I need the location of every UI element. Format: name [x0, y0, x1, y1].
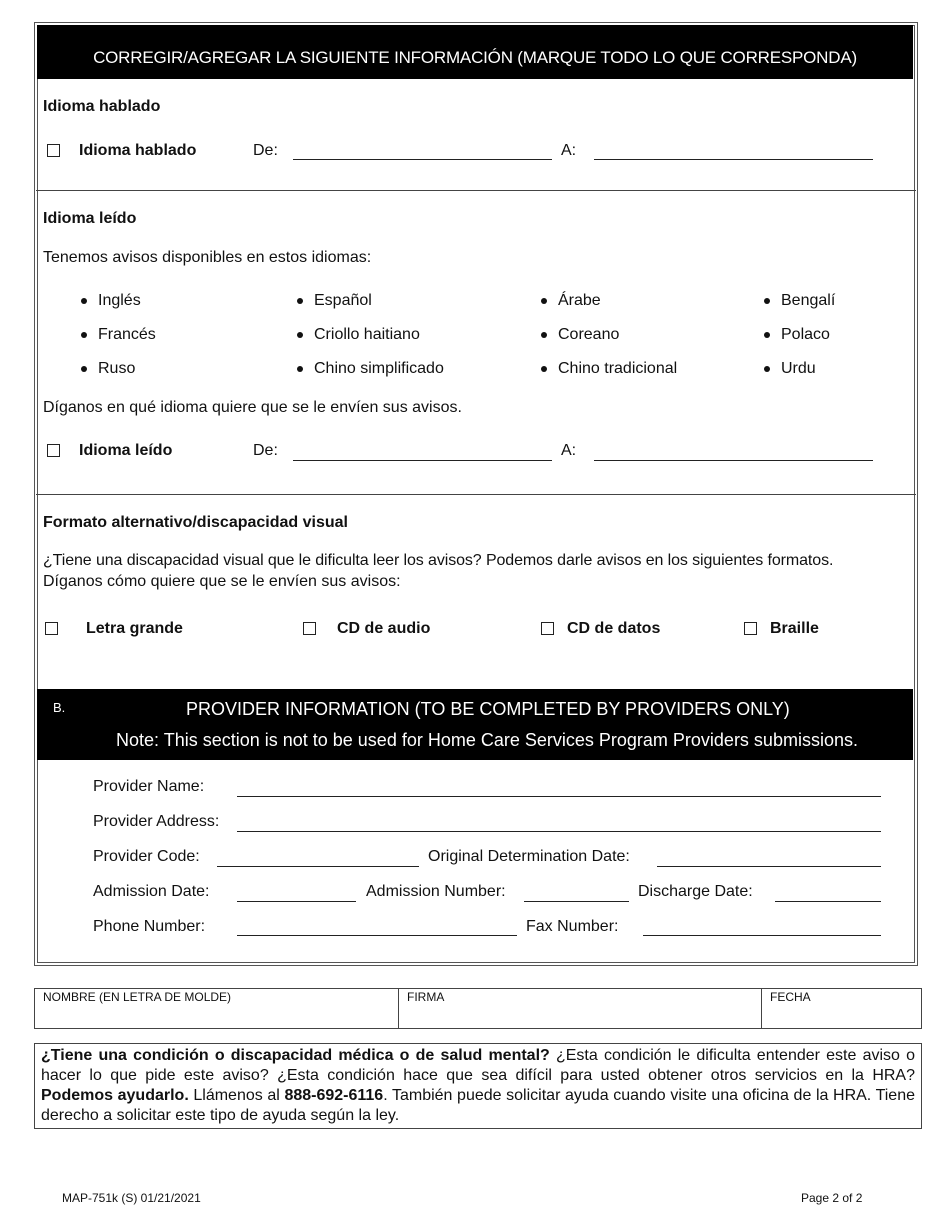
- read-to-field[interactable]: [594, 460, 873, 461]
- section-b-letter: B.: [53, 700, 66, 715]
- bullet-icon: [297, 298, 303, 304]
- language-item: Francés: [98, 326, 156, 343]
- spoken-checkbox-label: Idioma hablado: [79, 142, 197, 159]
- large-print-label: Letra grande: [86, 620, 183, 637]
- admission-number-field[interactable]: [524, 901, 629, 902]
- original-determination-date-label: Original Determination Date:: [428, 848, 630, 865]
- language-item: Polaco: [781, 326, 830, 343]
- signature-cell-label: FIRMA: [407, 990, 445, 1004]
- fax-number-field[interactable]: [643, 935, 881, 936]
- bullet-icon: [81, 298, 87, 304]
- spoken-from-field[interactable]: [293, 159, 552, 160]
- notice-text-3: . También puede solicitar ayuda cuando visite una oficina de la HRA. Tiene derecho a solicitar este tipo de ayuda según la ley.: [41, 1087, 915, 1124]
- spoken-checkbox[interactable]: [47, 144, 60, 157]
- language-item: Bengalí: [781, 292, 836, 309]
- admission-date-label: Admission Date:: [93, 883, 210, 900]
- spoken-to-label: A:: [561, 142, 577, 159]
- discharge-date-label: Discharge Date:: [638, 883, 753, 900]
- bullet-icon: [541, 366, 547, 372]
- data-cd-label: CD de datos: [567, 620, 661, 637]
- notice-help: Podemos ayudarlo.: [41, 1087, 189, 1104]
- phone-number-label: Phone Number:: [93, 918, 206, 935]
- divider: [36, 494, 916, 495]
- bullet-icon: [81, 366, 87, 372]
- large-print-checkbox[interactable]: [45, 622, 58, 635]
- language-item: Inglés: [98, 292, 141, 309]
- admission-date-field[interactable]: [237, 901, 356, 902]
- audio-cd-label: CD de audio: [337, 620, 431, 637]
- read-from-label: De:: [253, 442, 278, 459]
- notice-text-2: Llámenos al: [188, 1087, 285, 1104]
- data-cd-checkbox[interactable]: [541, 622, 554, 635]
- read-intro: Tenemos avisos disponibles en estos idiomas:: [43, 249, 372, 266]
- name-cell[interactable]: [35, 989, 399, 1028]
- section-b-note: Note: This section is not to be used for Home Care Services Program Providers submissions.: [116, 730, 858, 750]
- language-item: Ruso: [98, 360, 136, 377]
- date-cell-label: FECHA: [770, 990, 811, 1004]
- read-checkbox[interactable]: [47, 444, 60, 457]
- page-number: Page 2 of 2: [801, 1191, 863, 1205]
- language-item: Coreano: [558, 326, 620, 343]
- notice-text-1: ¿Esta condición le dificulta entender este aviso o hacer lo que pide este aviso? ¿Esta condición hace que sea difícil para usted obtener otros servicios en la HRA?: [41, 1047, 916, 1084]
- admission-number-label: Admission Number:: [366, 883, 506, 900]
- form-code: MAP-751k (S) 01/21/2021: [62, 1191, 201, 1205]
- bullet-icon: [764, 332, 770, 338]
- read-title: Idioma leído: [43, 210, 137, 227]
- provider-name-label: Provider Name:: [93, 778, 205, 795]
- section-b-header: [37, 689, 913, 760]
- spoken-title: Idioma hablado: [43, 98, 161, 115]
- provider-code-label: Provider Code:: [93, 848, 200, 865]
- original-determination-date-field[interactable]: [657, 866, 881, 867]
- spoken-from-label: De:: [253, 142, 278, 159]
- bullet-icon: [297, 366, 303, 372]
- notice-question: ¿Tiene una condición o discapacidad médica o de salud mental?: [41, 1047, 550, 1064]
- section-a-header-text: CORREGIR/AGREGAR LA SIGUIENTE INFORMACIÓN (MARQUE TODO LO QUE CORRESPONDA): [93, 48, 857, 67]
- alt-format-text-line1: ¿Tiene una discapacidad visual que le dificulta leer los avisos? Podemos darle avisos en los siguientes formatos.: [43, 552, 834, 569]
- section-b-header-text: PROVIDER INFORMATION (TO BE COMPLETED BY PROVIDERS ONLY): [186, 699, 790, 719]
- braille-label: Braille: [770, 620, 819, 637]
- phone-number-field[interactable]: [237, 935, 517, 936]
- bullet-icon: [81, 332, 87, 338]
- bullet-icon: [764, 366, 770, 372]
- spoken-to-field[interactable]: [594, 159, 873, 160]
- read-to-label: A:: [561, 442, 577, 459]
- notice-box: [34, 1043, 922, 1129]
- discharge-date-field[interactable]: [775, 901, 881, 902]
- provider-address-label: Provider Address:: [93, 813, 220, 830]
- language-item: Español: [314, 292, 372, 309]
- language-item: Chino simplificado: [314, 360, 444, 377]
- language-item: Árabe: [558, 292, 601, 309]
- alt-format-title: Formato alternativo/discapacidad visual: [43, 514, 348, 531]
- language-item: Urdu: [781, 360, 816, 377]
- fax-number-label: Fax Number:: [526, 918, 619, 935]
- signature-cell[interactable]: [399, 989, 762, 1028]
- notice-phone: 888-692-6116: [284, 1087, 384, 1104]
- alt-format-text-line2: Díganos cómo quiere que se le envíen sus avisos:: [43, 573, 401, 590]
- language-item: Chino tradicional: [558, 360, 678, 377]
- read-checkbox-label: Idioma leído: [79, 442, 173, 459]
- bullet-icon: [297, 332, 303, 338]
- bullet-icon: [541, 298, 547, 304]
- read-prompt: Díganos en qué idioma quiere que se le envíen sus avisos.: [43, 399, 462, 416]
- provider-code-field[interactable]: [217, 866, 419, 867]
- read-from-field[interactable]: [293, 460, 552, 461]
- language-item: Criollo haitiano: [314, 326, 420, 343]
- audio-cd-checkbox[interactable]: [303, 622, 316, 635]
- bullet-icon: [764, 298, 770, 304]
- provider-name-field[interactable]: [237, 796, 881, 797]
- section-a-header: [37, 25, 913, 79]
- name-cell-label: NOMBRE (EN LETRA DE MOLDE): [43, 990, 232, 1004]
- divider: [36, 190, 916, 191]
- signature-row: [34, 988, 922, 1029]
- date-cell[interactable]: [762, 989, 921, 1028]
- provider-address-field[interactable]: [237, 831, 881, 832]
- braille-checkbox[interactable]: [744, 622, 757, 635]
- bullet-icon: [541, 332, 547, 338]
